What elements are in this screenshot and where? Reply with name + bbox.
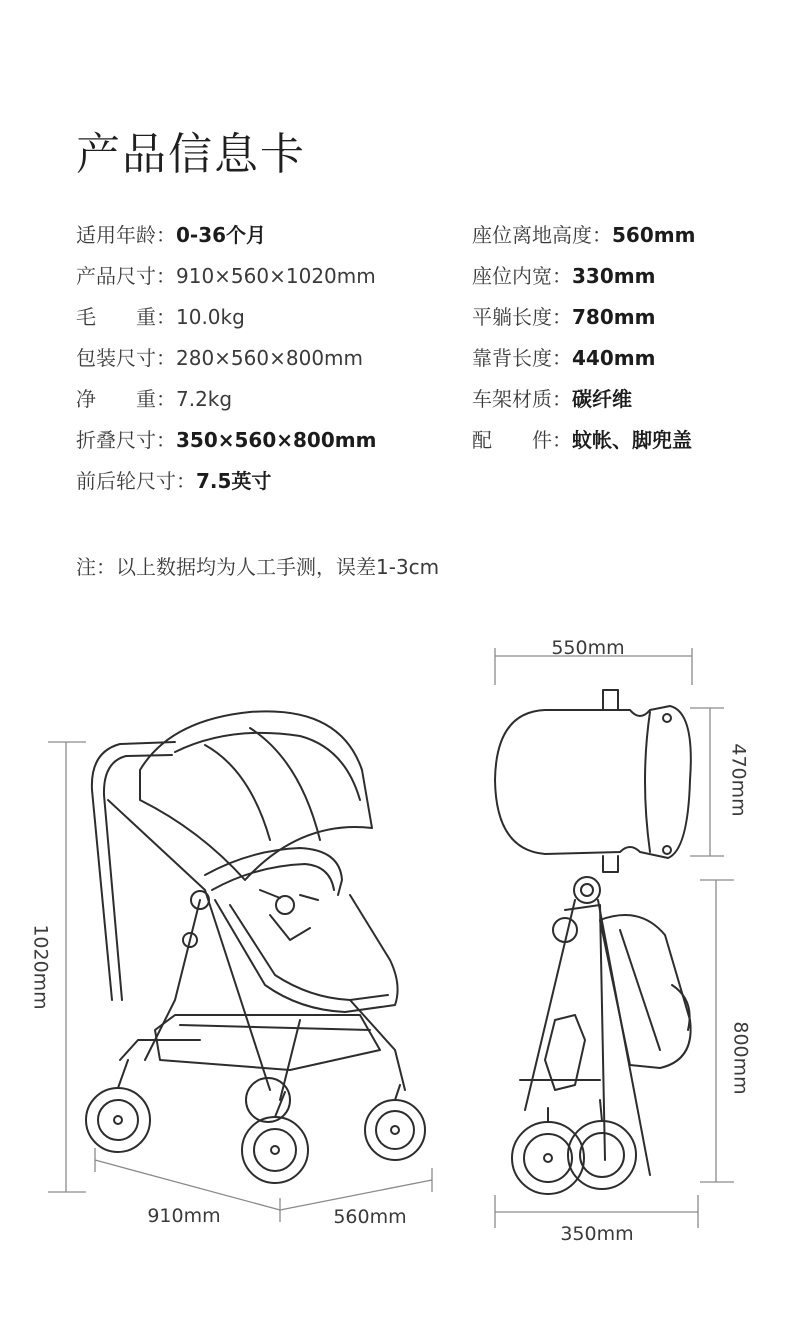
spec-value: 0-36个月 [176, 223, 267, 247]
spec-label: 车架材质： [472, 387, 572, 411]
dim-folded-width-label: 550mm [551, 637, 625, 659]
spec-value: 7.2kg [176, 387, 233, 411]
dim-width-label: 560mm [333, 1206, 407, 1228]
spec-label: 毛 重： [76, 305, 176, 329]
spec-value: 碳纤维 [572, 387, 632, 411]
spec-label: 前后轮尺寸： [76, 469, 196, 493]
folded-side-view-illustration [512, 877, 691, 1194]
spec-value: 910×560×1020mm [176, 264, 376, 288]
spec-label: 座位内宽： [472, 264, 572, 288]
measurement-note: 注：以上数据均为人工手测，误差1-3cm [76, 555, 440, 579]
spec-value: 280×560×800mm [176, 346, 364, 370]
spec-label: 配 件： [472, 428, 572, 452]
dim-length-label: 910mm [147, 1205, 221, 1227]
spec-label: 折叠尺寸： [76, 428, 176, 452]
dim-folded-thickness-label: 350mm [560, 1223, 634, 1245]
spec-value: 350×560×800mm [176, 428, 377, 452]
spec-label: 平躺长度： [472, 305, 572, 329]
dim-height-label: 1020mm [29, 924, 52, 1010]
dim-folded-height-label: 800mm [729, 1021, 752, 1095]
spec-value: 7.5英寸 [196, 469, 272, 493]
spec-label: 产品尺寸： [76, 264, 176, 288]
spec-value: 10.0kg [176, 305, 245, 329]
spec-label: 包装尺寸： [76, 346, 176, 370]
folded-top-view-illustration [495, 690, 691, 872]
spec-value: 440mm [572, 346, 656, 370]
spec-value: 780mm [572, 305, 656, 329]
spec-value: 蚊帐、脚兜盖 [572, 428, 692, 452]
spec-label: 适用年龄： [76, 223, 176, 247]
spec-label: 座位离地高度： [472, 223, 612, 247]
spec-value: 560mm [612, 223, 696, 247]
spec-label: 靠背长度： [472, 346, 572, 370]
open-stroller-illustration [86, 711, 425, 1183]
page-title: 产品信息卡 [76, 129, 306, 180]
dim-folded-depth-label: 470mm [727, 743, 750, 817]
spec-label: 净 重： [76, 387, 176, 411]
spec-value: 330mm [572, 264, 656, 288]
